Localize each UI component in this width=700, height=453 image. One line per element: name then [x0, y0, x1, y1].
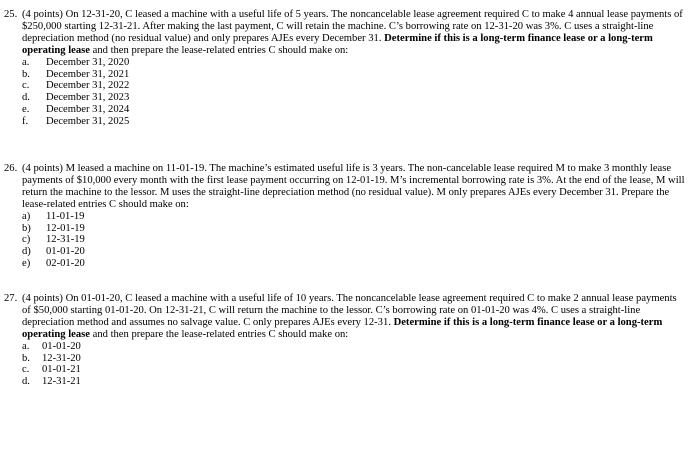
option-label: d.	[22, 376, 30, 388]
option-item	[22, 376, 686, 388]
question-text	[22, 163, 686, 211]
option-text: December 31, 2020	[46, 56, 130, 68]
question-prompt: On 12-31-20, C leased a machine with a useful life of 5 years. The noncancelable lease agreement required C to make 4 annual lease payments of $250,000 starting 12-31-21. After making the last payment, C will retain the machine. C’s borrowing rate on 12-31-20 was 3%. C uses a straight-line depreciation method (no residual value) and only prepares AJEs every December 31.	[22, 9, 683, 44]
question-prompt-end: and then prepare the lease-related entries C should make on:	[92, 328, 349, 340]
option-item	[22, 116, 686, 128]
option-text: 11-01-19	[46, 210, 85, 222]
option-label: d)	[22, 246, 31, 258]
option-list	[22, 211, 686, 271]
option-label: b.	[22, 68, 30, 80]
option-label: a.	[22, 340, 30, 352]
option-item	[22, 234, 686, 246]
question-number: 25.	[4, 9, 18, 20]
option-item	[22, 223, 686, 235]
option-text: 12-01-19	[46, 222, 85, 234]
option-text: December 31, 2023	[46, 92, 130, 104]
question-bold-instruction: Determine if this is a long-term finance lease or a long-term operating lease	[22, 316, 663, 340]
option-list	[22, 57, 686, 128]
option-item	[22, 104, 686, 116]
question-bold-instruction: Determine if this is a long-term finance lease or a long-term operating lease	[22, 32, 653, 56]
question-number: 26.	[4, 163, 18, 174]
question-prompt: M leased a machine on 11-01-19. The machine’s estimated useful life is 3 years. The non-cancelable lease required M to make 3 monthly lease payments of $10,000 every month with the first lease payment occurring on 12-01-19. M’s incremental borrowing rate is 3%. At the end of the lease, M will return the machine to the lessor. M uses the straight-line depreciation method (no residual value). M only prepares AJEs every December 31. Prepare the lease-related entries C should make on:	[22, 163, 685, 210]
option-text: 12-31-19	[46, 234, 85, 246]
option-label: c)	[22, 234, 31, 246]
option-label: c.	[22, 364, 30, 376]
option-label: a)	[22, 210, 31, 222]
question-prompt-end: and then prepare the lease-related entries C should make on:	[92, 44, 349, 56]
question-points: (4 points)	[22, 293, 63, 304]
option-label: e.	[22, 104, 30, 116]
option-label: e)	[22, 258, 31, 270]
option-item	[22, 258, 686, 270]
option-text: 01-01-21	[42, 364, 81, 376]
option-text: December 31, 2025	[46, 116, 130, 128]
question-27	[0, 293, 686, 388]
option-item	[22, 341, 686, 353]
option-text: December 31, 2022	[46, 80, 130, 92]
option-text: 02-01-20	[46, 258, 85, 270]
question-body	[22, 9, 686, 128]
option-text: 12-31-21	[42, 376, 81, 388]
question-26	[0, 163, 686, 270]
option-item	[22, 80, 686, 92]
option-text: 12-31-20	[42, 352, 81, 364]
option-item	[22, 92, 686, 104]
option-label: c.	[22, 80, 30, 92]
option-item	[22, 69, 686, 81]
option-text: 01-01-20	[46, 246, 85, 258]
question-text	[22, 293, 686, 341]
option-text: December 31, 2024	[46, 104, 130, 116]
option-item	[22, 353, 686, 365]
question-points: (4 points)	[22, 163, 63, 174]
option-label: f.	[22, 116, 29, 128]
option-item	[22, 246, 686, 258]
question-points: (4 points)	[22, 9, 63, 20]
question-number: 27.	[4, 293, 18, 304]
question-body	[22, 163, 686, 270]
option-label: a.	[22, 56, 30, 68]
option-item	[22, 211, 686, 223]
option-item	[22, 57, 686, 69]
option-text: December 31, 2021	[46, 68, 130, 80]
question-25	[0, 9, 686, 128]
question-body	[22, 293, 686, 388]
option-list	[22, 341, 686, 389]
option-text: 01-01-20	[42, 340, 81, 352]
option-label: b)	[22, 222, 31, 234]
question-text	[22, 9, 686, 57]
option-label: d.	[22, 92, 30, 104]
option-item	[22, 364, 686, 376]
option-label: b.	[22, 352, 30, 364]
question-prompt: On 01-01-20, C leased a machine with a useful life of 10 years. The noncancelable lease agreement required C to make 2 annual lease payments of $50,000 starting 01-01-20. On 12-31-21, C will return the machine to the lessor. C’s borrowing rate on 01-01-20 was 4%. C uses a straight-line depreciation method and assumes no salvage value. C only prepares AJEs every 12-31.	[22, 293, 677, 328]
